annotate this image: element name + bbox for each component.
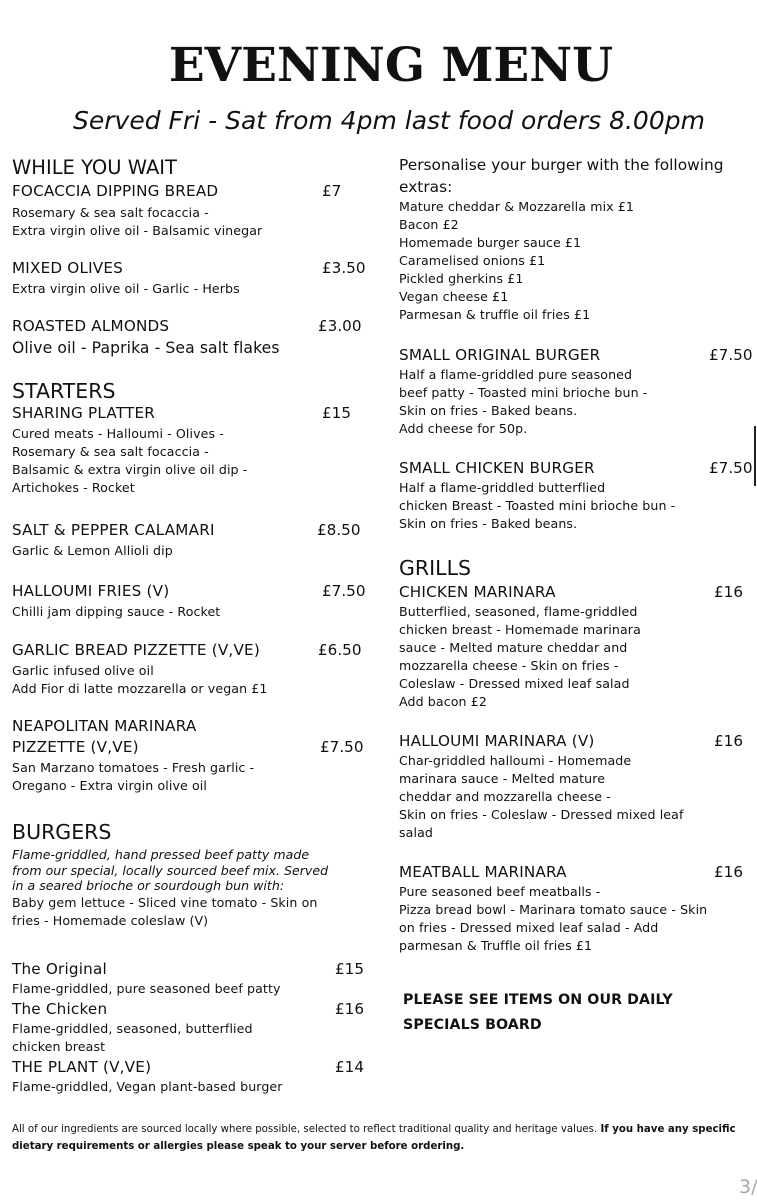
- item-desc: San Marzano tomatoes - Fresh garlic -: [12, 760, 255, 775]
- item-name: NEAPOLITAN MARINARA: [12, 717, 197, 735]
- menu-item-the-chicken: [12, 999, 377, 1056]
- item-price: £6.50: [318, 641, 362, 659]
- item-desc: parmesan & Truffle oil fries £1: [399, 938, 593, 953]
- item-name: HALLOUMI FRIES (V): [12, 582, 170, 600]
- item-desc: Oregano - Extra virgin olive oil: [12, 778, 207, 793]
- extras-intro: Personalise your burger with the following: [399, 156, 724, 174]
- menu-item-the-plant: [12, 1057, 377, 1096]
- item-desc: Half a flame-griddled butterflied: [399, 480, 606, 495]
- item-desc: Olive oil - Paprika - Sea salt flakes: [12, 339, 280, 357]
- item-price: £16: [714, 863, 743, 881]
- item-price: £16: [714, 732, 743, 750]
- item-price: £7.50: [320, 738, 364, 756]
- item-desc: Skin on fries - Baked beans.: [399, 403, 578, 418]
- item-desc: Artichokes - Rocket: [12, 480, 135, 495]
- item-desc: beef patty - Toasted mini brioche bun -: [399, 385, 648, 400]
- menu-item-neapolitan-pizzette: [12, 716, 377, 795]
- page-title: EVENING MENU: [168, 38, 614, 93]
- item-name: SALT & PEPPER CALAMARI: [12, 521, 215, 539]
- burger-extras: [399, 154, 755, 324]
- specials-line: SPECIALS BOARD: [403, 1017, 542, 1033]
- item-price: £7.50: [709, 459, 753, 477]
- item-desc: Balsamic & extra virgin olive oil dip -: [12, 462, 248, 477]
- page-number: 3/: [739, 1176, 757, 1198]
- specials-line: PLEASE SEE ITEMS ON OUR DAILY: [403, 992, 673, 1008]
- allergy-footer: [12, 1121, 757, 1155]
- item-desc: salad: [399, 825, 433, 840]
- section-heading-burgers: BURGERS: [12, 820, 112, 844]
- item-desc: Rosemary & sea salt focaccia -: [12, 205, 209, 220]
- item-desc: Skin on fries - Baked beans.: [399, 516, 578, 531]
- section-heading-grills: GRILLS: [399, 556, 472, 580]
- item-desc: Garlic & Lemon Allioli dip: [12, 543, 173, 558]
- footer-sourcing-text: All of our ingredients are sourced locally where possible, selected to reflect traditional quality and heritage values.: [12, 1124, 598, 1135]
- burgers-intro-italic: in a seared brioche or sourdough bun with:: [12, 878, 285, 893]
- item-name: HALLOUMI MARINARA (V): [399, 732, 595, 750]
- item-price: £7.50: [709, 346, 753, 364]
- extra-item: Parmesan & truffle oil fries £1: [399, 307, 591, 322]
- extra-item: Mature cheddar & Mozzarella mix £1: [399, 199, 635, 214]
- footer-allergy-text: If you have any specific dietary requirements or allergies please speak to your server before ordering.: [12, 1124, 736, 1152]
- item-name: SHARING PLATTER: [12, 404, 156, 422]
- burgers-intro: [12, 847, 377, 930]
- page-edge-mark: [754, 426, 756, 486]
- item-price: £15: [322, 404, 351, 422]
- menu-item-calamari: [12, 520, 377, 560]
- item-name: GARLIC BREAD PIZZETTE (V,VE): [12, 641, 260, 659]
- item-desc: chicken Breast - Toasted mini brioche bun -: [399, 498, 676, 513]
- item-desc: Flame-griddled, pure seasoned beef patty: [12, 981, 281, 996]
- item-desc: Extra virgin olive oil - Balsamic vinegar: [12, 223, 263, 238]
- extras-intro: extras:: [399, 178, 453, 196]
- item-price: £3.00: [318, 317, 362, 335]
- item-name: ROASTED ALMONDS: [12, 317, 170, 335]
- item-name: THE PLANT (V,VE): [12, 1058, 152, 1076]
- burgers-intro-italic: Flame-griddled, hand pressed beef patty made: [12, 847, 310, 862]
- menu-item-meatball-marinara: [399, 862, 755, 955]
- item-price: £14: [335, 1058, 364, 1076]
- item-price: £7.50: [322, 582, 366, 600]
- section-heading-starters: STARTERS: [12, 379, 116, 403]
- item-desc: Half a flame-griddled pure seasoned: [399, 367, 633, 382]
- item-desc: Add Fior di latte mozzarella or vegan £1: [12, 681, 268, 696]
- item-desc: chicken breast: [12, 1039, 106, 1054]
- item-name: MIXED OLIVES: [12, 259, 124, 277]
- item-name: SMALL CHICKEN BURGER: [399, 459, 595, 477]
- item-name: The Original: [12, 960, 107, 978]
- item-price: £16: [714, 583, 743, 601]
- item-desc: sauce - Melted mature cheddar and: [399, 640, 628, 655]
- item-desc: Rosemary & sea salt focaccia -: [12, 444, 209, 459]
- item-desc: Garlic infused olive oil: [12, 663, 154, 678]
- menu-item-halloumi-marinara: [399, 731, 755, 842]
- menu-item-small-chicken-burger: [399, 458, 755, 533]
- item-name: MEATBALL MARINARA: [399, 863, 567, 881]
- item-name: SMALL ORIGINAL BURGER: [399, 346, 601, 364]
- item-desc: cheddar and mozzarella cheese -: [399, 789, 611, 804]
- item-price: £16: [335, 1000, 364, 1018]
- burgers-intro-plain: Baby gem lettuce - Sliced vine tomato - Skin on: [12, 894, 318, 910]
- item-name: PIZZETTE (V,VE): [12, 738, 139, 756]
- menu-item-roasted-almonds: [12, 316, 377, 359]
- menu-item-small-original-burger: [399, 345, 755, 438]
- item-desc: Pure seasoned beef meatballs -: [399, 884, 601, 899]
- item-desc: Cured meats - Halloumi - Olives -: [12, 426, 224, 441]
- menu-item-focaccia: [12, 181, 377, 240]
- menu-item-sharing-platter: [12, 403, 377, 497]
- item-desc: Add bacon £2: [399, 694, 487, 709]
- item-desc: on fries - Dressed mixed leaf salad - Add: [399, 920, 659, 935]
- right-column: [399, 0, 755, 1110]
- item-name: FOCACCIA DIPPING BREAD: [12, 182, 219, 200]
- item-price: £8.50: [317, 521, 361, 539]
- item-desc: Pizza bread bowl - Marinara tomato sauce - Skin: [399, 902, 708, 917]
- item-desc: Add cheese for 50p.: [399, 421, 528, 436]
- item-price: £7: [322, 182, 342, 200]
- burgers-intro-italic: from our special, locally sourced beef mix. Served: [12, 862, 329, 878]
- item-desc: mozzarella cheese - Skin on fries -: [399, 658, 619, 673]
- item-desc: Flame-griddled, Vegan plant-based burger: [12, 1079, 283, 1094]
- extra-item: Homemade burger sauce £1: [399, 235, 582, 250]
- item-name: The Chicken: [12, 1000, 108, 1018]
- menu-item-halloumi-fries: [12, 581, 377, 621]
- item-desc: Coleslaw - Dressed mixed leaf salad: [399, 676, 630, 691]
- menu-item-garlic-bread-pizzette: [12, 640, 377, 698]
- item-desc: Skin on fries - Coleslaw - Dressed mixed leaf: [399, 807, 684, 822]
- extra-item: Bacon £2: [399, 217, 459, 232]
- left-column: [12, 0, 377, 1110]
- extra-item: Vegan cheese £1: [399, 289, 509, 304]
- menu-item-mixed-olives: [12, 258, 377, 298]
- item-desc: chicken breast - Homemade marinara: [399, 622, 641, 637]
- extra-item: Pickled gherkins £1: [399, 271, 524, 286]
- extra-item: Caramelised onions £1: [399, 253, 546, 268]
- item-desc: Extra virgin olive oil - Garlic - Herbs: [12, 281, 240, 296]
- item-price: £3.50: [322, 259, 366, 277]
- burgers-intro-plain: fries - Homemade coleslaw (V): [12, 912, 209, 928]
- menu-item-chicken-marinara: [399, 582, 755, 711]
- menu-item-the-original: [12, 959, 377, 998]
- section-heading-while-you-wait: WHILE YOU WAIT: [12, 156, 177, 179]
- item-desc: Butterflied, seasoned, flame-griddled: [399, 604, 638, 619]
- item-desc: Flame-griddled, seasoned, butterflied: [12, 1021, 253, 1036]
- item-desc: Chilli jam dipping sauce - Rocket: [12, 604, 221, 619]
- item-name: CHICKEN MARINARA: [399, 583, 556, 601]
- specials-notice: [403, 988, 757, 1038]
- item-desc: Char-griddled halloumi - Homemade: [399, 753, 632, 768]
- page-subtitle: Served Fri - Sat from 4pm last food orders 8.00pm: [73, 106, 705, 135]
- item-desc: marinara sauce - Melted mature: [399, 771, 606, 786]
- item-price: £15: [335, 960, 364, 978]
